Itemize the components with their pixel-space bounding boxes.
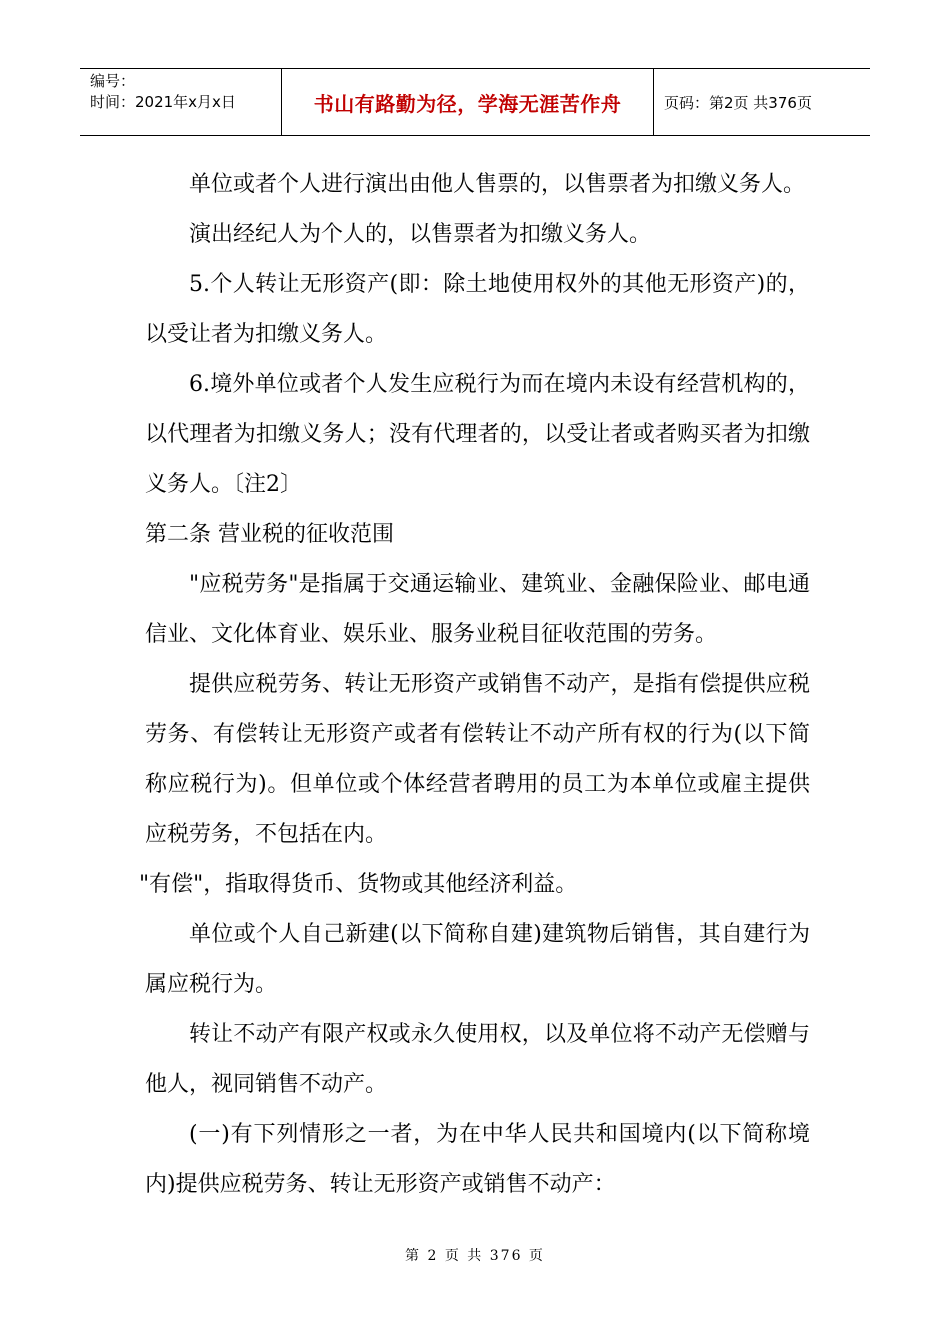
document-header	[80, 68, 870, 136]
page-info-text: 页码：第2页 共376页	[664, 93, 812, 112]
paragraph: 转让不动产有限产权或永久使用权，以及单位将不动产无偿赠与他人，视同销售不动产。	[145, 1022, 810, 1097]
paragraph: "应税劳务"是指属于交通运输业、建筑业、金融保险业、邮电通信业、文化体育业、娱乐业、服务业税目征收范围的劳务。	[145, 572, 810, 647]
paragraph: (一)有下列情形之一者，为在中华人民共和国境内(以下简称境内)提供应税劳务、转让无形资产或销售不动产：	[145, 1122, 810, 1197]
footer-page-number: 第 2 页 共 376 页	[405, 1248, 545, 1264]
page-footer	[0, 1245, 950, 1265]
paragraph: 演出经纪人为个人的，以售票者为扣缴义务人。	[189, 222, 652, 247]
paragraph: 单位或者个人进行演出由他人售票的，以售票者为扣缴义务人。	[189, 172, 806, 197]
serial-label: 编号：	[90, 72, 136, 90]
paragraph: 提供应税劳务、转让无形资产或销售不动产，是指有偿提供应税劳务、有偿转让无形资产或者有偿转让不动产所有权的行为(以下简称应税行为)。但单位或个体经营者聘用的员工为本单位或雇主提供应税劳务，不包括在内。	[145, 672, 810, 847]
header-page-info	[654, 69, 870, 135]
document-body	[139, 160, 810, 1210]
paragraph: 6.境外单位或者个人发生应税行为而在境内未设有经营机构的，以代理者为扣缴义务人；没有代理者的，以受让者或者购买者为扣缴义务人。〔注2〕	[145, 372, 810, 497]
section-heading: 第二条 营业税的征收范围	[145, 522, 394, 547]
time-label: 时间：2021年x月x日	[90, 93, 236, 111]
motto-text: 书山有路勤为径，学海无涯苦作舟	[313, 91, 622, 116]
header-meta	[80, 69, 282, 135]
paragraph: 单位或个人自己新建(以下简称自建)建筑物后销售，其自建行为属应税行为。	[145, 922, 810, 997]
header-motto	[282, 69, 654, 135]
paragraph: 5.个人转让无形资产(即：除土地使用权外的其他无形资产)的，以受让者为扣缴义务人。	[145, 272, 810, 347]
paragraph: "有偿"，指取得货币、货物或其他经济利益。	[139, 872, 578, 897]
